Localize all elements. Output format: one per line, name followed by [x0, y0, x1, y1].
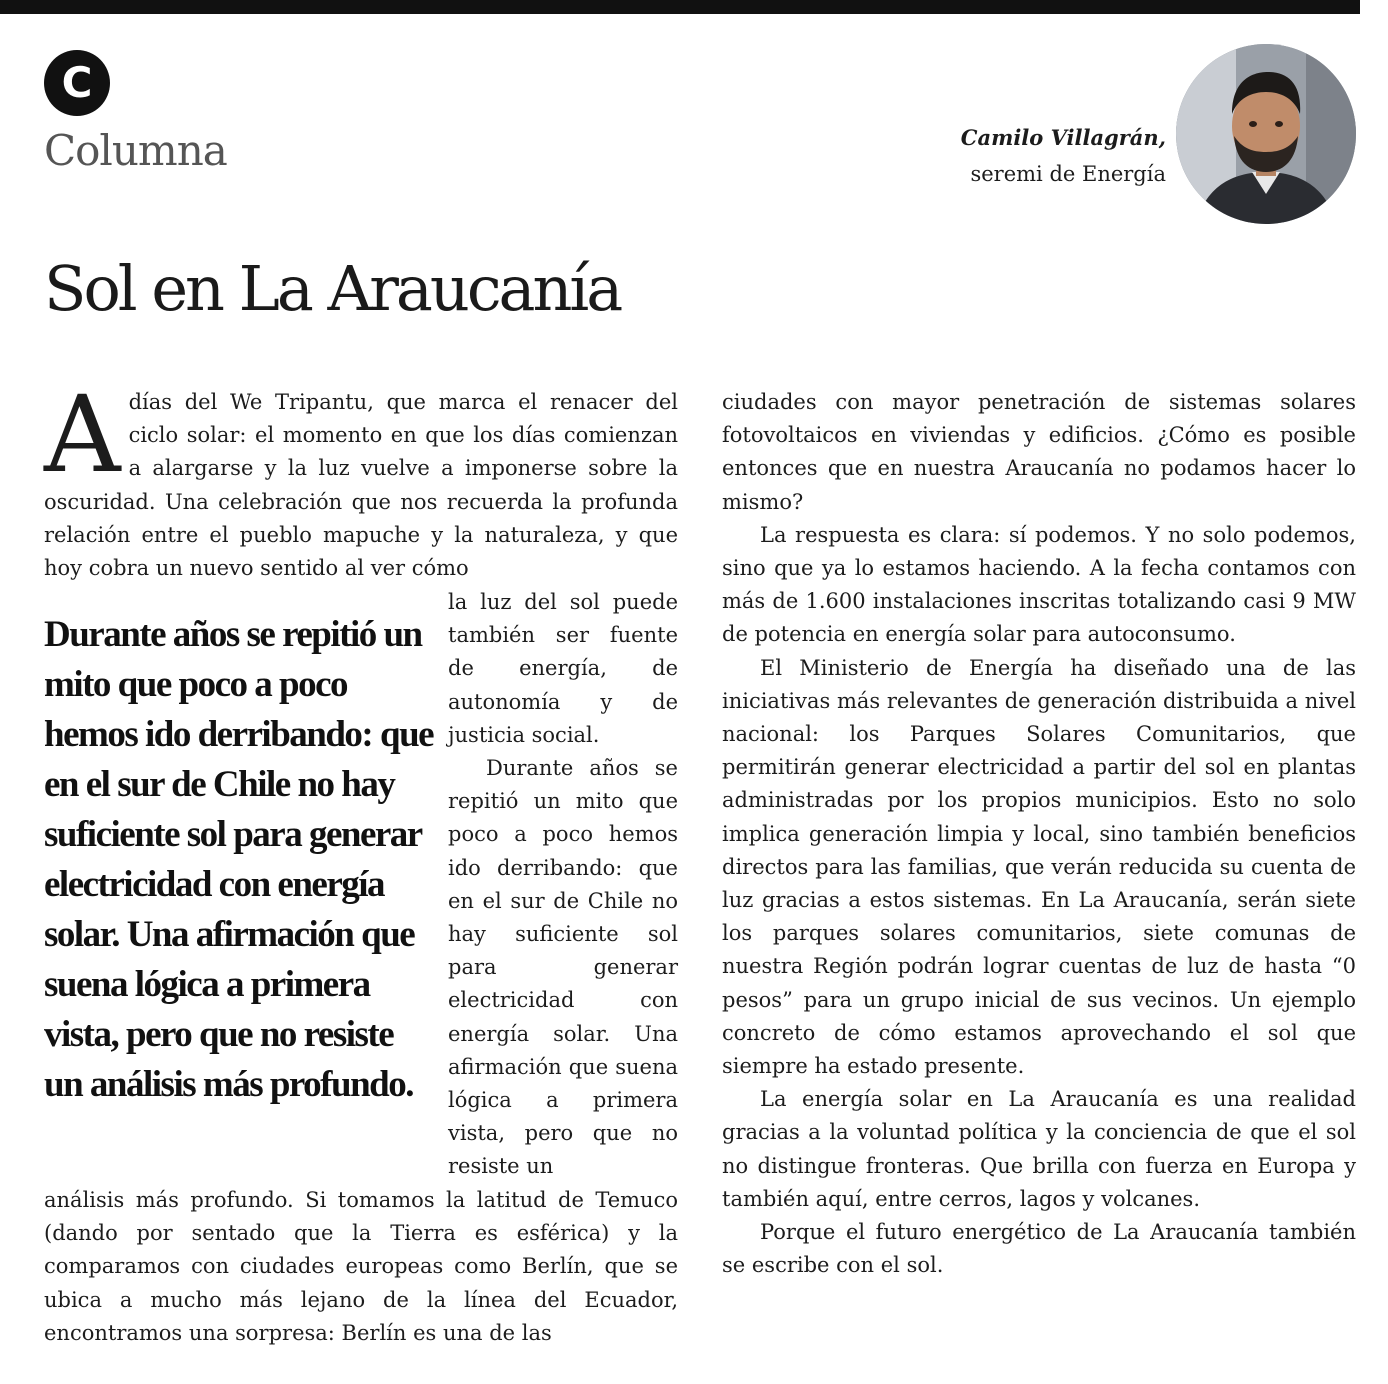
body-paragraph: la luz del sol puede también ser fuente de energía, de autonomía y de justicia social. — [448, 590, 678, 747]
column-badge: C — [44, 50, 110, 116]
body-paragraph: Porque el futuro energético de La Araucanía también se escribe con el sol. — [722, 1220, 1356, 1278]
article-title: Sol en La Araucanía — [44, 252, 621, 325]
intro-text: días del We Tripantu, que marca el renacer del ciclo solar: el momento en que los días comienzan a alargarse y la luz vuelve a imponerse sobre la oscuridad. Una celebración que nos recuerda la profunda relación entre el pueblo mapuche y la naturaleza, y que hoy cobra un nuevo sentido al ver cómo — [44, 390, 678, 581]
body-paragraph: El Ministerio de Energía ha diseñado una de las iniciativas más relevantes de generación distribuida a nivel nacional: los Parques Solares Comunitarios, que permitirán generar electricidad a partir del sol en plantas administradas por los propios municipios. Esto no solo implica generación limpia y local, sino también beneficios directos para las familias, que verán reducida su cuenta de luz gracias a estos sistemas. En La Araucanía, serán siete los parques solares comunitarios, siete comunas de nuestra Región podrán lograr cuentas de luz de hasta “0 pesos” para un grupo inicial de sus vecinos. Un ejemplo concreto de cómo estamos aprovechando el sol que siempre ha estado presente. — [722, 655, 1356, 1079]
drop-cap: A — [44, 373, 121, 496]
body-paragraph: Durante años se repitió un mito que poco a poco hemos ido derribando: que en el sur de Chile no hay suficiente sol para generar electricidad con energía solar. Una afirmación que suena lógica a primera vista, pero que no resiste un — [448, 756, 678, 1179]
author-photo — [1176, 44, 1356, 224]
body-paragraph: ciudades con mayor penetración de sistemas solares fotovoltaicos en viviendas y edificios. ¿Cómo es posible entonces que en nuestra Araucanía no podamos hacer lo mismo? — [722, 390, 1356, 514]
right-column — [722, 386, 1356, 1282]
author-portrait-icon — [1176, 44, 1356, 224]
section-label: Columna — [44, 126, 227, 175]
author-role: seremi de Energía — [970, 162, 1166, 186]
author-name: Camilo Villagrán, — [960, 125, 1166, 150]
intro-paragraph — [44, 373, 678, 585]
body-paragraph: La respuesta es clara: sí podemos. Y no solo podemos, sino que ya lo estamos haciendo. A la fecha contamos con más de 1.600 instalaciones inscritas totalizando casi 9 MW de potencia en energía solar para autoconsumo. — [722, 522, 1356, 647]
body-paragraph: La energía solar en La Araucanía es una realidad gracias a la voluntad política y la conciencia de que el sol no distingue fronteras. Que brilla con fuerza en Europa y también aquí, entre cerros, lagos y volcanes. — [722, 1087, 1356, 1211]
author-byline — [961, 120, 1166, 192]
narrow-column — [448, 586, 678, 1184]
pull-quote: Durante años se repitió un mito que poco a poco hemos ido derribando: que en el sur de Chile no hay suficiente sol para generar electricidad con energía solar. Una afirmación que suena lógica a primera vista, pero que no resiste un análisis más profundo. — [44, 614, 434, 1105]
top-rule — [0, 0, 1360, 14]
body-paragraph: análisis más profundo. Si tomamos la latitud de Temuco (dando por sentado que la Tierra es esférica) y la comparamos con ciudades europeas como Berlín, que se ubica a mucho más lejano de la línea del Ecuador, encontramos una sorpresa: Berlín es una de las — [44, 1188, 678, 1345]
